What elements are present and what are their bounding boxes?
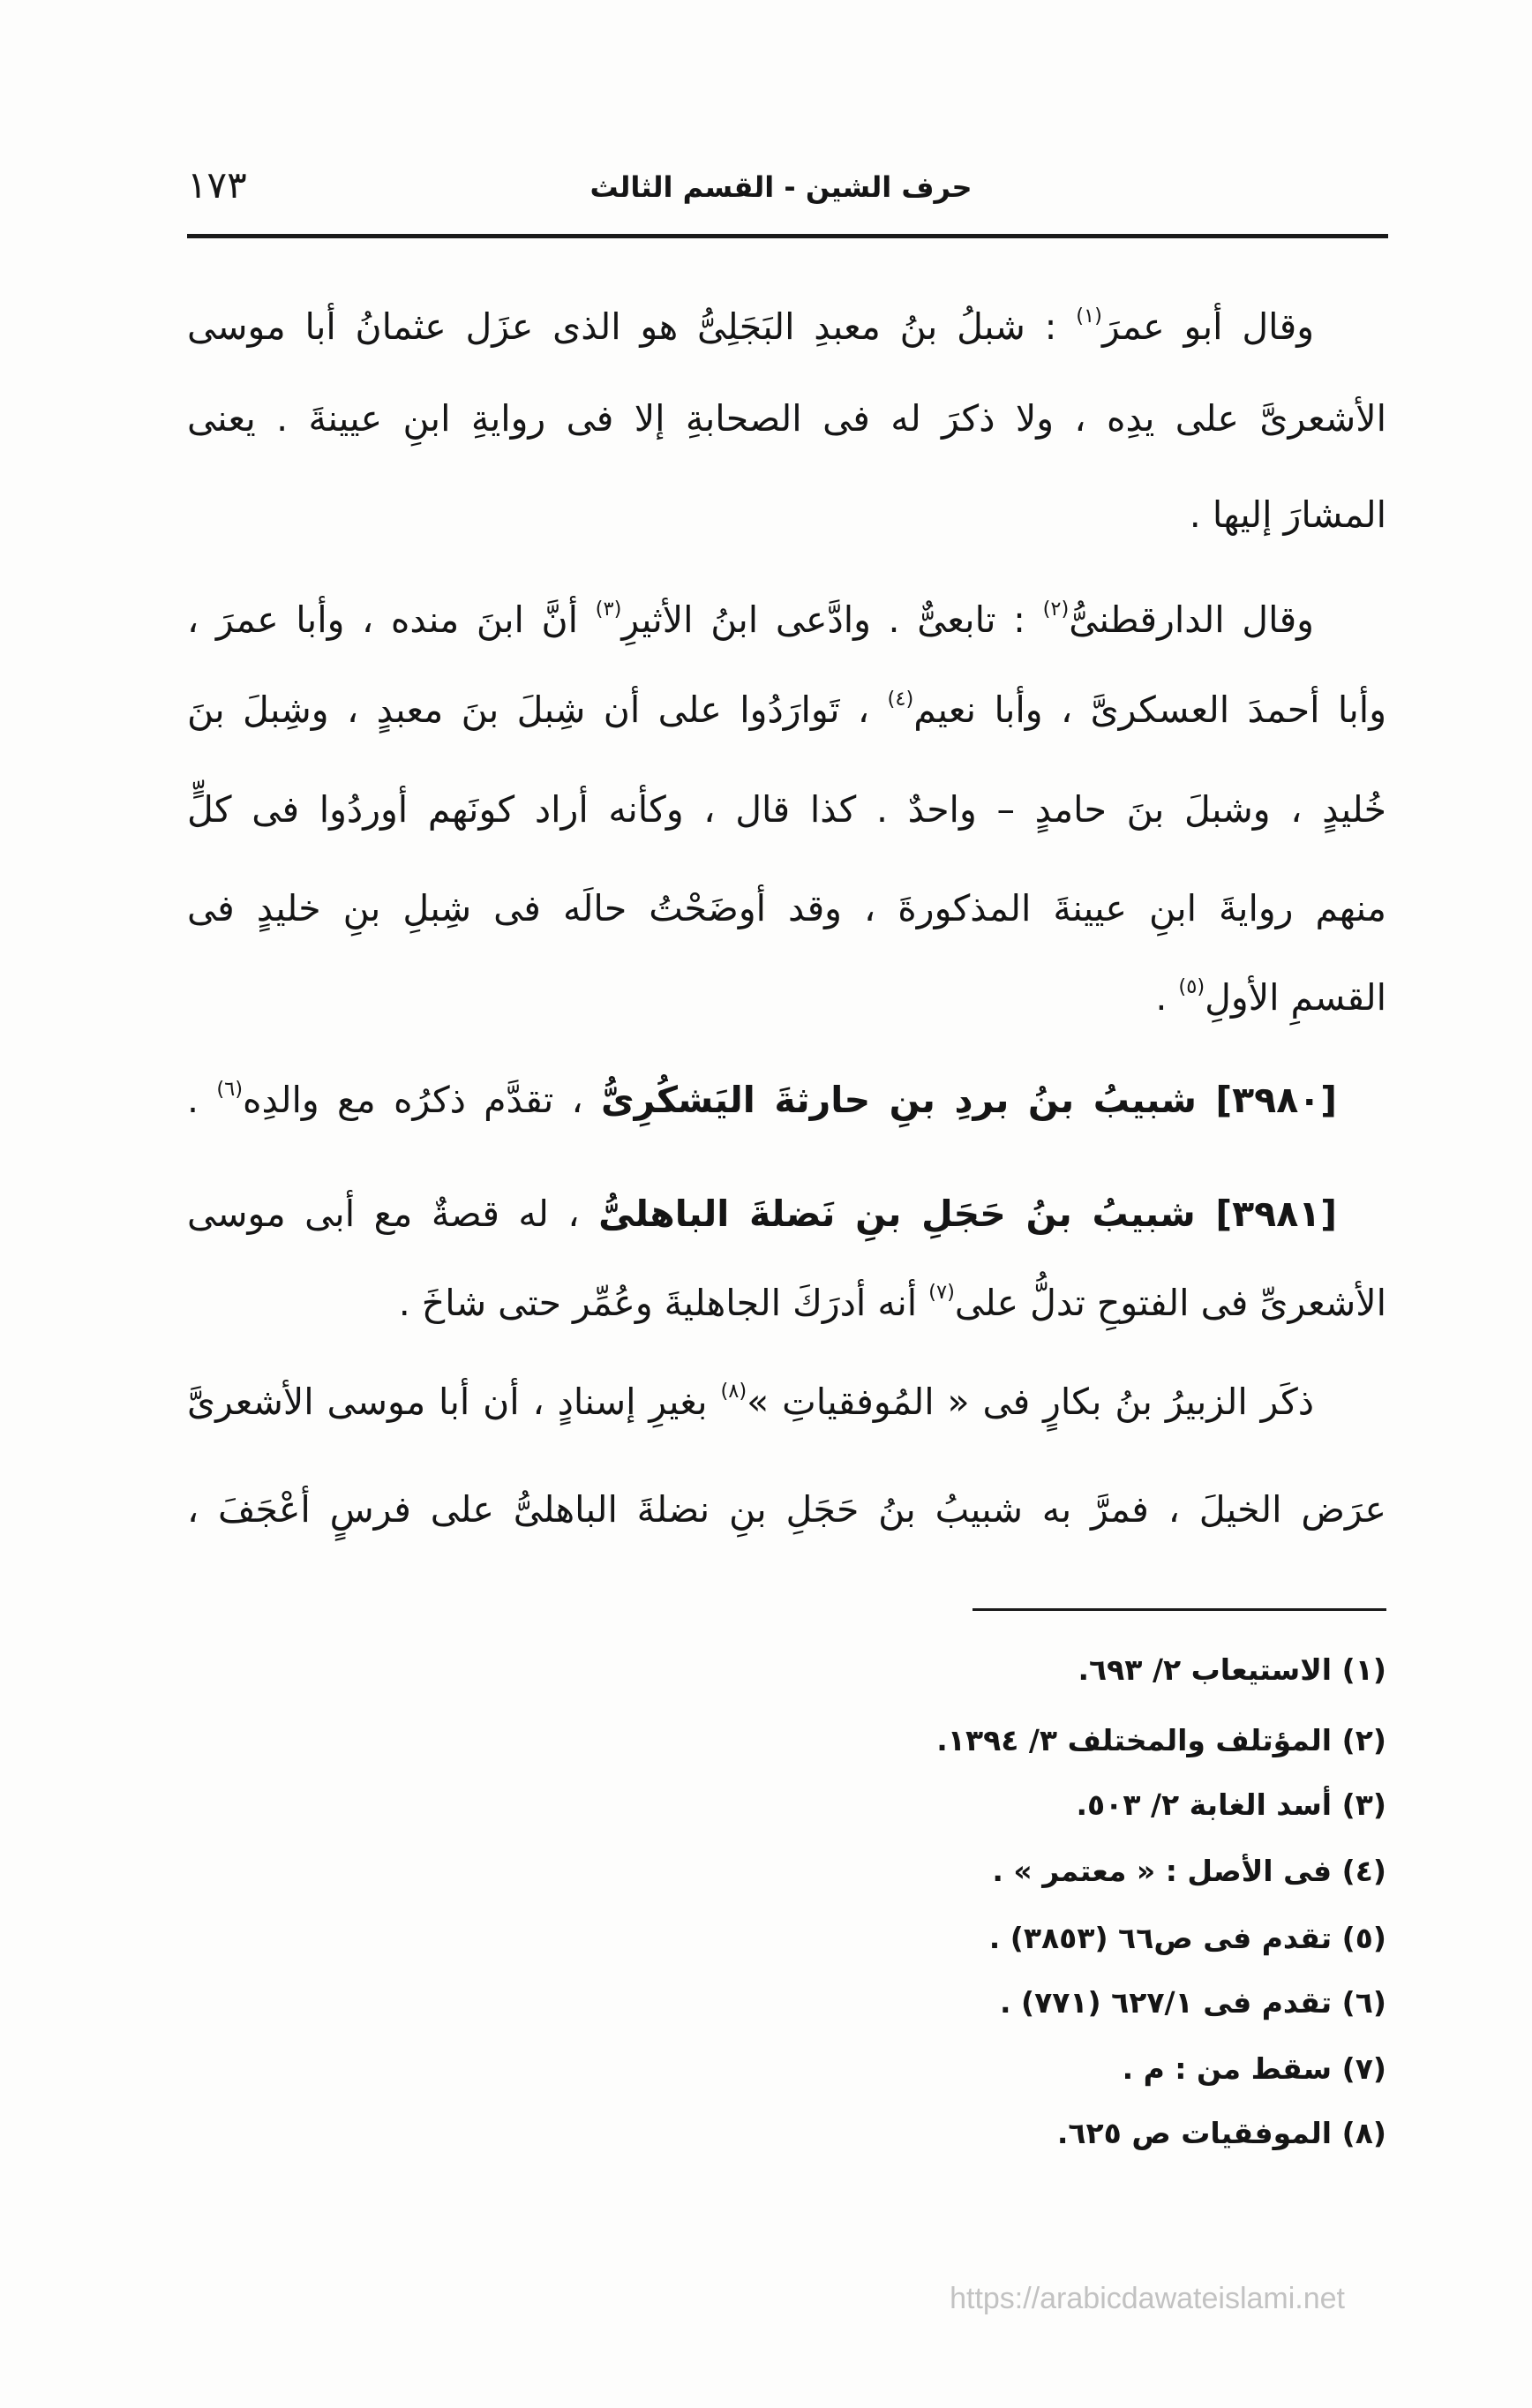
text-line — [187, 282, 1386, 371]
text-line — [187, 1358, 1386, 1446]
watermark-url: https://arabicdawateislami.net — [950, 2282, 1345, 2315]
footnote — [187, 2044, 1386, 2094]
line-content — [187, 887, 1386, 929]
running-header-title: حرف الشين - القسم الثالث — [590, 170, 973, 204]
text-line — [187, 1259, 1386, 1347]
text-segment: ، تَوارَدُوا على أن شِبلَ بنَ معبدٍ ، وشِبلَ بنَ — [187, 689, 888, 731]
line-content — [187, 598, 1314, 641]
footnote-text: أسد الغابة ٢/ ٥٠٣. — [1076, 1787, 1333, 1822]
text-line — [187, 470, 1386, 559]
line-content — [187, 1488, 1386, 1531]
text-line — [187, 953, 1386, 1042]
text-segment: عرَض الخيلَ ، فمرَّ به شبيبُ بنُ حَجَلِ بنِ نضلةَ الباهلىُّ على فرسٍ أعْجَفَ ، — [187, 1488, 1386, 1531]
footnote-text: الموفقيات ص ٦٢٥. — [1056, 2116, 1333, 2150]
line-content — [1190, 493, 1386, 536]
text-segment: وأبا أحمدَ العسكرىَّ ، وأبا نعيم — [913, 689, 1386, 731]
footnote-number: (٨) — [1341, 2116, 1386, 2150]
text-segment: أنَّ ابنَ منده ، وأبا عمرَ ، — [187, 598, 596, 641]
footnote-text: فى الأصل : « معتمر » . — [992, 1854, 1333, 1888]
text-segment: : تابعىٌّ . وادَّعى ابنُ الأثيرِ — [621, 598, 1043, 641]
footnote — [187, 1780, 1386, 1830]
text-line — [187, 1465, 1386, 1554]
line-content — [187, 397, 1386, 440]
text-line — [187, 374, 1386, 463]
line-content — [187, 1381, 1314, 1423]
footnote-ref: (٥) — [1178, 974, 1205, 998]
line-content — [399, 1282, 1386, 1324]
footnote-ref: (٨) — [720, 1379, 747, 1403]
footnote-text: تقدم فى ص٦٦ (٣٨٥٣) . — [988, 1921, 1333, 1955]
text-segment: الأشعرىِّ فى الفتوحِ تدلُّ على — [954, 1282, 1386, 1324]
line-content — [1155, 976, 1386, 1019]
header-divider — [187, 234, 1388, 238]
text-line — [187, 576, 1386, 664]
footnote-ref: (١) — [1076, 304, 1102, 327]
footnote-text: الاستيعاب ٢/ ٦٩٣. — [1078, 1652, 1333, 1687]
text-segment: المشارَ إليها . — [1189, 493, 1386, 536]
footnote — [187, 2109, 1386, 2158]
text-segment: أنه أدرَكَ الجاهليةَ وعُمِّر حتى شاخَ . — [398, 1282, 929, 1324]
footnote — [187, 1847, 1386, 1896]
line-content — [187, 788, 1386, 831]
text-line — [187, 765, 1386, 854]
footnote-text: تقدم فى ٦٢٧/١ (٧٧١) . — [999, 1985, 1333, 2020]
text-segment: منهم روايةَ ابنِ عيينةَ المذكورةَ ، وقد أوضَحْتُ حالَه فى شِبلِ بنِ خليدٍ فى — [187, 887, 1386, 929]
footnote — [187, 1978, 1386, 2028]
text-line — [187, 666, 1386, 754]
footnote-number: (٥) — [1341, 1921, 1386, 1955]
footnote-text: المؤتلف والمختلف ٣/ ١٣٩٤. — [936, 1723, 1333, 1757]
footnote-ref: (٤) — [887, 687, 914, 711]
footnote — [187, 1716, 1386, 1765]
footnote-ref: (٢) — [1042, 597, 1070, 621]
text-segment: وقال أبو عمرَ — [1101, 305, 1314, 348]
text-segment: ، تقدَّم ذكرُه مع والدِه — [243, 1079, 601, 1121]
footnote-ref: (٦) — [216, 1077, 244, 1101]
text-line — [187, 1056, 1386, 1144]
text-segment: . — [187, 1079, 217, 1121]
line-content — [187, 1193, 1337, 1235]
line-content — [187, 305, 1314, 348]
footnote — [187, 1645, 1386, 1695]
text-segment: ، له قصةٌ مع أبى موسى — [187, 1193, 599, 1235]
text-segment: خُليدٍ ، وشبلَ بنَ حامدٍ – واحدٌ . كذا قال ، وكأنه أراد كونَهم أوردُوا فى كلٍّ — [187, 788, 1386, 831]
entry-heading: [٣٩٨٠] شبيبُ بنُ بردِ بنِ حارثةَ اليَشكُرِىُّ — [601, 1079, 1337, 1121]
footnote-number: (٣) — [1341, 1787, 1386, 1822]
footnote-ref: (٧) — [928, 1280, 955, 1304]
footnote-divider — [973, 1608, 1386, 1611]
text-line — [187, 864, 1386, 952]
text-segment: . — [1155, 976, 1179, 1019]
line-content — [187, 1079, 1337, 1121]
footnote-text: سقط من : م . — [1122, 2051, 1333, 2086]
entry-heading: [٣٩٨١] شبيبُ بنُ حَجَلِ بنِ نَضلةَ الباهلىُّ — [598, 1193, 1337, 1235]
footnote-ref: (٣) — [595, 597, 622, 621]
line-content — [187, 689, 1386, 731]
text-segment: الأشعرىَّ على يدِه ، ولا ذكرَ له فى الصحابةِ إلا فى روايةِ ابنِ عيينةَ . يعنى — [187, 397, 1386, 440]
footnote-number: (٦) — [1341, 1985, 1386, 2020]
text-line — [187, 1170, 1386, 1258]
page-number: ١٧٣ — [187, 163, 247, 207]
footnote — [187, 1914, 1386, 1963]
text-segment: وقال الدارقطنىُّ — [1069, 598, 1314, 641]
text-segment: ذكَر الزبيرُ بنُ بكارٍ فى « المُوفقياتِ » — [747, 1381, 1314, 1423]
text-segment: : شبلُ بنُ معبدِ البَجَلِىُّ هو الذى عزَل عثمانُ أبا موسى — [187, 305, 1077, 348]
text-segment: بغيرِ إسنادٍ ، أن أبا موسى الأشعرىَّ — [187, 1381, 721, 1423]
footnote-number: (٢) — [1341, 1723, 1386, 1757]
footnote-number: (٤) — [1341, 1854, 1386, 1888]
footnote-number: (٧) — [1341, 2051, 1386, 2086]
text-segment: القسمِ الأولِ — [1205, 976, 1386, 1019]
footnote-number: (١) — [1341, 1652, 1386, 1687]
